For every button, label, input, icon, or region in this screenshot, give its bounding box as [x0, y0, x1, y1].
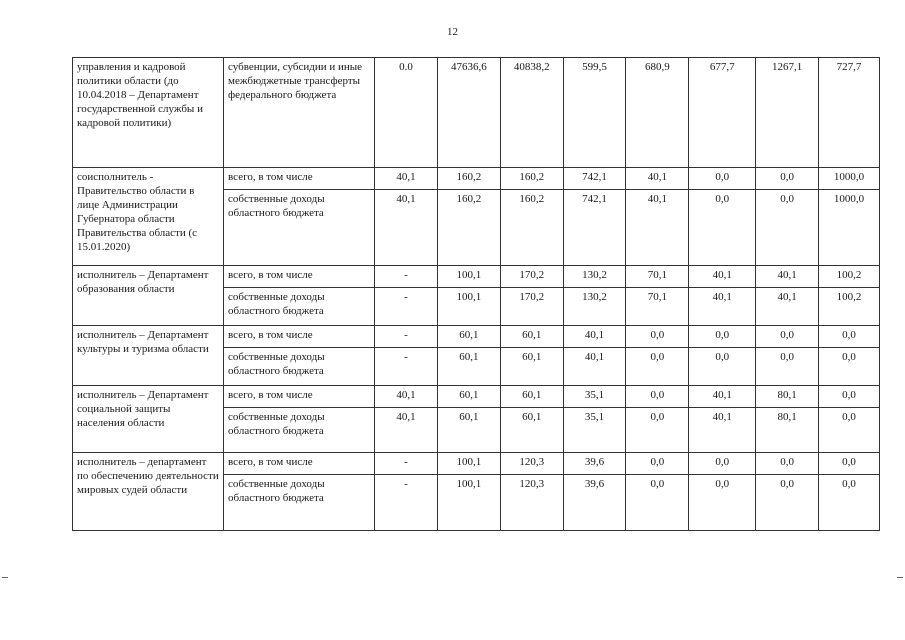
- value-cell: 727,7: [819, 58, 880, 168]
- value-cell: 40,1: [375, 408, 438, 453]
- funding-source-cell: собственные доходы областного бюджета: [224, 475, 375, 531]
- value-cell: 120,3: [500, 453, 563, 475]
- value-cell: 70,1: [626, 266, 689, 288]
- value-cell: 0,0: [819, 348, 880, 386]
- value-cell: 0,0: [819, 386, 880, 408]
- value-cell: 35,1: [563, 386, 626, 408]
- table-row: [73, 266, 880, 288]
- value-cell: 0,0: [689, 475, 756, 531]
- value-cell: 160,2: [437, 190, 500, 266]
- value-cell: 0,0: [689, 326, 756, 348]
- value-cell: 0,0: [689, 190, 756, 266]
- funding-source-cell: собственные доходы областного бюджета: [224, 348, 375, 386]
- value-cell: 170,2: [500, 288, 563, 326]
- value-cell: 100,1: [437, 475, 500, 531]
- value-cell: 40,1: [375, 386, 438, 408]
- executor-cell: исполнитель – Департамент социальной защиты населения области: [73, 386, 224, 453]
- value-cell: 40,1: [563, 348, 626, 386]
- value-cell: 0,0: [689, 453, 756, 475]
- value-cell: 0,0: [756, 190, 819, 266]
- executor-cell: исполнитель – департамент по обеспечению деятельности мировых судей области: [73, 453, 224, 531]
- value-cell: 0,0: [756, 326, 819, 348]
- funding-source-cell: собственные доходы областного бюджета: [224, 190, 375, 266]
- value-cell: 0,0: [626, 408, 689, 453]
- value-cell: 0,0: [756, 475, 819, 531]
- value-cell: 40838,2: [500, 58, 563, 168]
- value-cell: -: [375, 266, 438, 288]
- value-cell: 40,1: [689, 386, 756, 408]
- value-cell: 40,1: [375, 190, 438, 266]
- right-margin-mark: [897, 577, 903, 578]
- page-number: 12: [447, 26, 458, 38]
- table-row: [73, 453, 880, 475]
- value-cell: -: [375, 453, 438, 475]
- value-cell: 0.0: [375, 58, 438, 168]
- value-cell: 70,1: [626, 288, 689, 326]
- value-cell: 160,2: [437, 168, 500, 190]
- executor-cell: исполнитель – Департамент образования области: [73, 266, 224, 326]
- value-cell: 0,0: [819, 475, 880, 531]
- budget-table: [72, 57, 880, 531]
- value-cell: 60,1: [500, 386, 563, 408]
- value-cell: 40,1: [689, 288, 756, 326]
- value-cell: 130,2: [563, 266, 626, 288]
- funding-source-cell: всего, в том числе: [224, 266, 375, 288]
- value-cell: 40,1: [563, 326, 626, 348]
- value-cell: -: [375, 475, 438, 531]
- funding-source-cell: всего, в том числе: [224, 168, 375, 190]
- value-cell: -: [375, 348, 438, 386]
- value-cell: 130,2: [563, 288, 626, 326]
- value-cell: 60,1: [437, 386, 500, 408]
- value-cell: 677,7: [689, 58, 756, 168]
- value-cell: 0,0: [756, 348, 819, 386]
- value-cell: 0,0: [756, 453, 819, 475]
- table-row: [73, 326, 880, 348]
- value-cell: 0,0: [626, 386, 689, 408]
- value-cell: 40,1: [689, 408, 756, 453]
- value-cell: 0,0: [689, 168, 756, 190]
- value-cell: 100,1: [437, 288, 500, 326]
- value-cell: 100,2: [819, 266, 880, 288]
- value-cell: 40,1: [689, 266, 756, 288]
- value-cell: 40,1: [756, 288, 819, 326]
- value-cell: 60,1: [437, 348, 500, 386]
- funding-source-cell: всего, в том числе: [224, 386, 375, 408]
- value-cell: 1267,1: [756, 58, 819, 168]
- value-cell: 160,2: [500, 168, 563, 190]
- value-cell: 0,0: [626, 453, 689, 475]
- value-cell: 0,0: [689, 348, 756, 386]
- value-cell: 0,0: [819, 326, 880, 348]
- executor-cell: исполнитель – Департамент культуры и туризма области: [73, 326, 224, 386]
- value-cell: 1000,0: [819, 190, 880, 266]
- value-cell: 40,1: [756, 266, 819, 288]
- funding-source-cell: собственные доходы областного бюджета: [224, 288, 375, 326]
- executor-cell: управления и кадровой политики области (до 10.04.2018 – Департамент государственной службы и кадровой политики): [73, 58, 224, 168]
- table-row: [73, 386, 880, 408]
- value-cell: 1000,0: [819, 168, 880, 190]
- value-cell: 60,1: [437, 326, 500, 348]
- value-cell: 100,1: [437, 453, 500, 475]
- value-cell: 680,9: [626, 58, 689, 168]
- value-cell: 0,0: [626, 348, 689, 386]
- value-cell: 60,1: [437, 408, 500, 453]
- table-row: [73, 168, 880, 190]
- value-cell: 100,1: [437, 266, 500, 288]
- value-cell: 40,1: [626, 190, 689, 266]
- left-margin-mark: [2, 577, 8, 578]
- value-cell: 47636,6: [437, 58, 500, 168]
- value-cell: 170,2: [500, 266, 563, 288]
- value-cell: 0,0: [819, 408, 880, 453]
- table-row: [73, 58, 880, 168]
- value-cell: -: [375, 288, 438, 326]
- value-cell: 35,1: [563, 408, 626, 453]
- value-cell: 0,0: [819, 453, 880, 475]
- value-cell: 742,1: [563, 168, 626, 190]
- value-cell: 40,1: [375, 168, 438, 190]
- value-cell: 80,1: [756, 386, 819, 408]
- value-cell: 80,1: [756, 408, 819, 453]
- value-cell: 40,1: [626, 168, 689, 190]
- funding-source-cell: всего, в том числе: [224, 453, 375, 475]
- value-cell: 39,6: [563, 453, 626, 475]
- value-cell: 0,0: [756, 168, 819, 190]
- value-cell: 39,6: [563, 475, 626, 531]
- funding-source-cell: всего, в том числе: [224, 326, 375, 348]
- value-cell: 60,1: [500, 348, 563, 386]
- executor-cell: соисполнитель - Правительство области в лице Администрации Губернатора области Правительства области (с 15.01.2020): [73, 168, 224, 266]
- value-cell: 0,0: [626, 475, 689, 531]
- value-cell: 160,2: [500, 190, 563, 266]
- value-cell: -: [375, 326, 438, 348]
- value-cell: 100,2: [819, 288, 880, 326]
- value-cell: 0,0: [626, 326, 689, 348]
- value-cell: 60,1: [500, 408, 563, 453]
- value-cell: 120,3: [500, 475, 563, 531]
- value-cell: 742,1: [563, 190, 626, 266]
- funding-source-cell: собственные доходы областного бюджета: [224, 408, 375, 453]
- funding-source-cell: субвенции, субсидии и иные межбюджетные трансферты федерального бюджета: [224, 58, 375, 168]
- value-cell: 599,5: [563, 58, 626, 168]
- table-body: [73, 58, 880, 531]
- value-cell: 60,1: [500, 326, 563, 348]
